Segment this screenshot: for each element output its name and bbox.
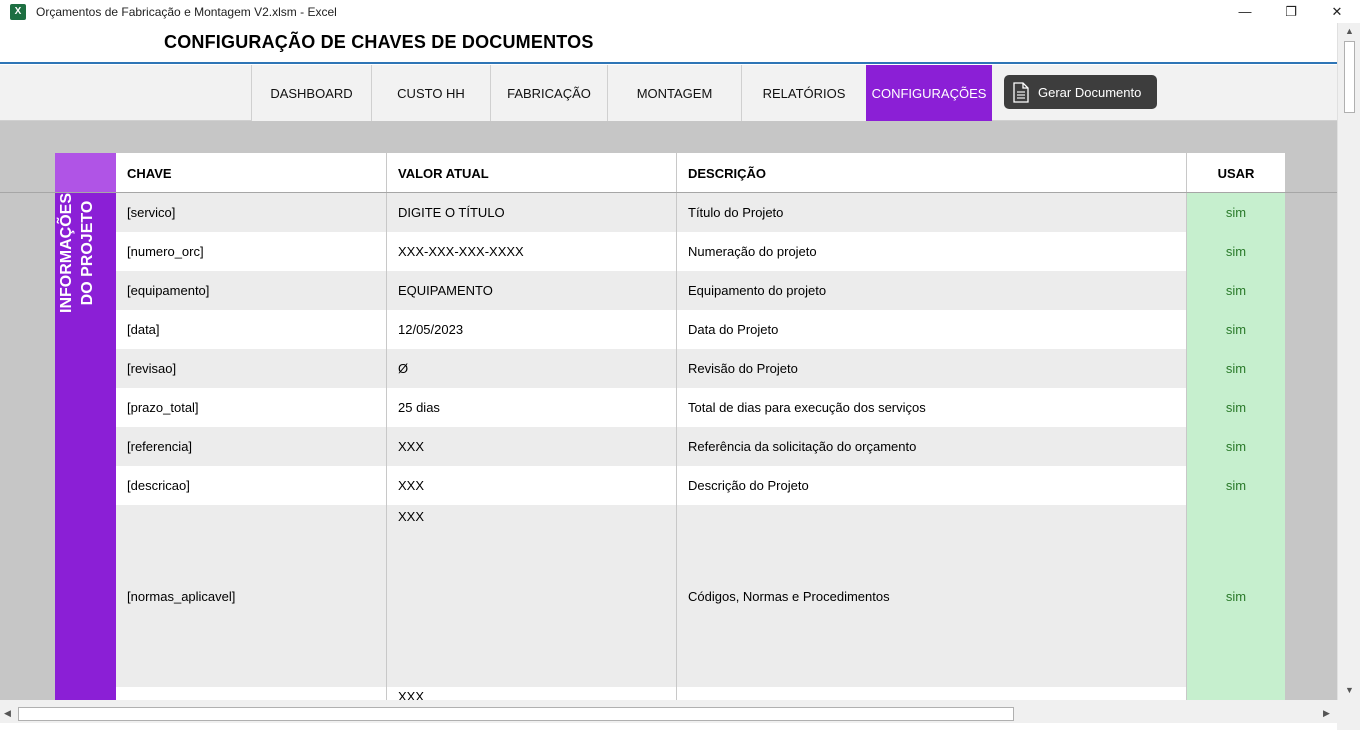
document-icon: [1013, 82, 1029, 103]
cell-chave[interactable]: [descricao]: [116, 466, 386, 505]
scroll-left-icon[interactable]: ◀: [4, 708, 11, 718]
window-titlebar: [0, 0, 1360, 23]
window-title: Orçamentos de Fabricação e Montagem V2.xlsm - Excel: [36, 4, 337, 19]
cell-valor[interactable]: XXX: [386, 505, 676, 687]
cell-valor[interactable]: 12/05/2023: [386, 310, 676, 349]
cell-valor[interactable]: XXX: [386, 466, 676, 505]
vertical-scroll-thumb[interactable]: [1344, 41, 1355, 113]
table-row: [116, 687, 1285, 700]
sheet-header: [0, 23, 1337, 64]
table-row: [116, 349, 1285, 388]
header-descricao: DESCRIÇÃO: [676, 153, 1186, 193]
cell-chave[interactable]: [116, 687, 386, 700]
header-usar: USAR: [1186, 153, 1285, 193]
cell-valor[interactable]: DIGITE O TÍTULO: [386, 193, 676, 232]
tab-custo-hh[interactable]: CUSTO HH: [371, 65, 490, 121]
tab-relatorios[interactable]: RELATÓRIOS: [741, 65, 866, 121]
scrollbar-corner: [1337, 706, 1360, 730]
cell-usar[interactable]: sim: [1186, 466, 1285, 505]
cell-descricao[interactable]: Título do Projeto: [676, 193, 1186, 232]
cell-valor[interactable]: XXX-XXX-XXX-XXXX: [386, 232, 676, 271]
header-valor-atual: VALOR ATUAL: [386, 153, 676, 193]
table-body: [116, 193, 1285, 700]
cell-descricao[interactable]: Revisão do Projeto: [676, 349, 1186, 388]
tab-dashboard[interactable]: DASHBOARD: [251, 65, 371, 121]
cell-chave[interactable]: [equipamento]: [116, 271, 386, 310]
table-row: [116, 505, 1285, 687]
scroll-up-icon[interactable]: ▲: [1345, 26, 1354, 36]
cell-descricao[interactable]: Referência da solicitação do orçamento: [676, 427, 1186, 466]
minimize-button[interactable]: —: [1238, 4, 1252, 19]
cell-valor[interactable]: 25 dias: [386, 388, 676, 427]
tab-fabricacao[interactable]: FABRICAÇÃO: [490, 65, 607, 121]
vertical-scrollbar[interactable]: [1337, 23, 1360, 700]
horizontal-scroll-thumb[interactable]: [18, 707, 1014, 721]
scroll-right-icon[interactable]: ▶: [1323, 708, 1330, 718]
cell-descricao[interactable]: Total de dias para execução dos serviços: [676, 388, 1186, 427]
table-header: [55, 153, 1285, 193]
table-row: [116, 193, 1285, 232]
tab-configuracoes[interactable]: CONFIGURAÇÕES: [866, 65, 992, 121]
horizontal-scrollbar[interactable]: [0, 706, 1337, 723]
table-row: [116, 232, 1285, 271]
tab-montagem[interactable]: MONTAGEM: [607, 65, 741, 121]
excel-icon: X: [10, 4, 26, 20]
cell-chave[interactable]: [servico]: [116, 193, 386, 232]
cell-descricao[interactable]: [676, 687, 1186, 700]
window-controls: [1222, 0, 1360, 23]
cell-valor[interactable]: EQUIPAMENTO: [386, 271, 676, 310]
table-row: [116, 388, 1285, 427]
scroll-down-icon[interactable]: ▼: [1345, 685, 1354, 695]
cell-descricao[interactable]: Códigos, Normas e Procedimentos: [676, 505, 1186, 687]
cell-chave[interactable]: [data]: [116, 310, 386, 349]
cell-usar[interactable]: sim: [1186, 349, 1285, 388]
table-row: [116, 310, 1285, 349]
cell-chave[interactable]: [prazo_total]: [116, 388, 386, 427]
header-chave: CHAVE: [116, 153, 386, 193]
cell-usar[interactable]: sim: [1186, 505, 1285, 687]
cell-usar[interactable]: sim: [1186, 193, 1285, 232]
cell-usar[interactable]: sim: [1186, 232, 1285, 271]
restore-button[interactable]: ❐: [1285, 3, 1297, 19]
section-label-line1: INFORMAÇÕES: [58, 193, 75, 313]
generate-document-label: Gerar Documento: [1038, 84, 1142, 100]
table-row: [116, 466, 1285, 505]
cell-descricao[interactable]: Equipamento do projeto: [676, 271, 1186, 310]
cell-usar[interactable]: [1186, 687, 1285, 700]
cell-descricao[interactable]: Data do Projeto: [676, 310, 1186, 349]
cell-chave[interactable]: [revisao]: [116, 349, 386, 388]
cell-usar[interactable]: sim: [1186, 310, 1285, 349]
cell-chave[interactable]: [normas_aplicavel]: [116, 505, 386, 687]
generate-document-button[interactable]: [1004, 75, 1157, 109]
cell-usar[interactable]: sim: [1186, 271, 1285, 310]
table-row: [116, 427, 1285, 466]
sheet-area: [0, 121, 1337, 700]
nav-bar: [0, 65, 1337, 121]
table-row: [116, 271, 1285, 310]
cell-usar[interactable]: sim: [1186, 427, 1285, 466]
cell-descricao[interactable]: Numeração do projeto: [676, 232, 1186, 271]
cell-usar[interactable]: sim: [1186, 388, 1285, 427]
cell-valor[interactable]: XXX: [386, 687, 676, 700]
section-label: [56, 178, 98, 328]
page-title: CONFIGURAÇÃO DE CHAVES DE DOCUMENTOS: [164, 32, 594, 52]
cell-chave[interactable]: [numero_orc]: [116, 232, 386, 271]
close-button[interactable]: ✕: [1331, 3, 1343, 19]
cell-chave[interactable]: [referencia]: [116, 427, 386, 466]
cell-valor[interactable]: XXX: [386, 427, 676, 466]
section-label-line2: DO PROJETO: [79, 200, 96, 306]
cell-descricao[interactable]: Descrição do Projeto: [676, 466, 1186, 505]
cell-valor[interactable]: Ø: [386, 349, 676, 388]
